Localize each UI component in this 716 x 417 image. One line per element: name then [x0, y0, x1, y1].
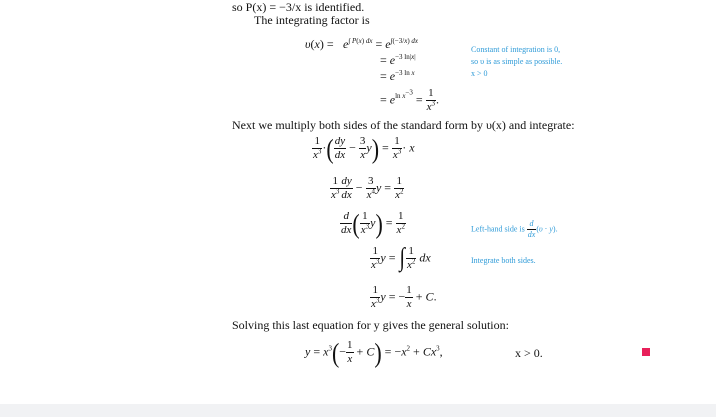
note-constant-line-3: x > 0 — [471, 69, 488, 78]
equation-3: $\frac{d}{dx}$ ( $\frac{1}{x^3}$ y) = $\frac{1}{x^2}$ — [341, 207, 405, 239]
general-solution: $y = x^3(-$ $\frac{1}{x}$ + $C) = -x^2 + Cx^3$, — [305, 336, 443, 368]
solution-condition: x > 0. — [515, 346, 543, 360]
multiply-text: Next we multiply both sides of the standard form by υ(x) and integrate: — [232, 118, 575, 132]
factor-row-1: $e^{\int P(x) dx} = e^{\int(-3/x) dx}$ — [343, 37, 419, 51]
solving-text: Solving this last equation for y gives the general solution: — [232, 318, 509, 332]
equation-1: $\frac{1}{x^3}$ ·( $\frac{dy}{dx}$ − $\frac{3}{x}$ y) = $\frac{1}{x^3}$ · x — [313, 132, 415, 164]
equation-4: $\frac{1}{x^3}$ y = ∫ $\frac{1}{x^2}$ dx — [371, 243, 431, 273]
note-integrate: Integrate both sides. — [471, 256, 536, 265]
equation-5: $\frac{1}{x^3}$ y = − $\frac{1}{x}$ + C. — [371, 284, 437, 310]
note-constant-line-1: Constant of integration is 0, — [471, 45, 561, 54]
note-left-hand-side: Left-hand side is $\frac{d}{dx}$ (υ · y). — [471, 219, 558, 239]
note-constant-line-2: so υ is as simple as possible. — [471, 57, 563, 66]
end-of-example-marker — [642, 348, 650, 356]
factor-row-3: = $e^{-3 ln x}$ — [380, 69, 415, 83]
intro-line-1: so P(x) = −3/x is identified. — [232, 0, 365, 14]
equation-2: $\frac{1}{x^3}$ $\frac{dy}{dx}$ − $\frac{3}{x^4}$ y = $\frac{1}{x^2}$ — [331, 175, 404, 201]
intro-line-2: The integrating factor is — [254, 13, 370, 27]
factor-lhs: υ(x) = — [305, 37, 334, 51]
factor-row-4: = $e^{ln x^{-3}}$ = $\frac{1}{x^3}$ . — [380, 87, 440, 113]
factor-row-2: = $e^{-3 ln|x|}$ — [380, 53, 416, 67]
